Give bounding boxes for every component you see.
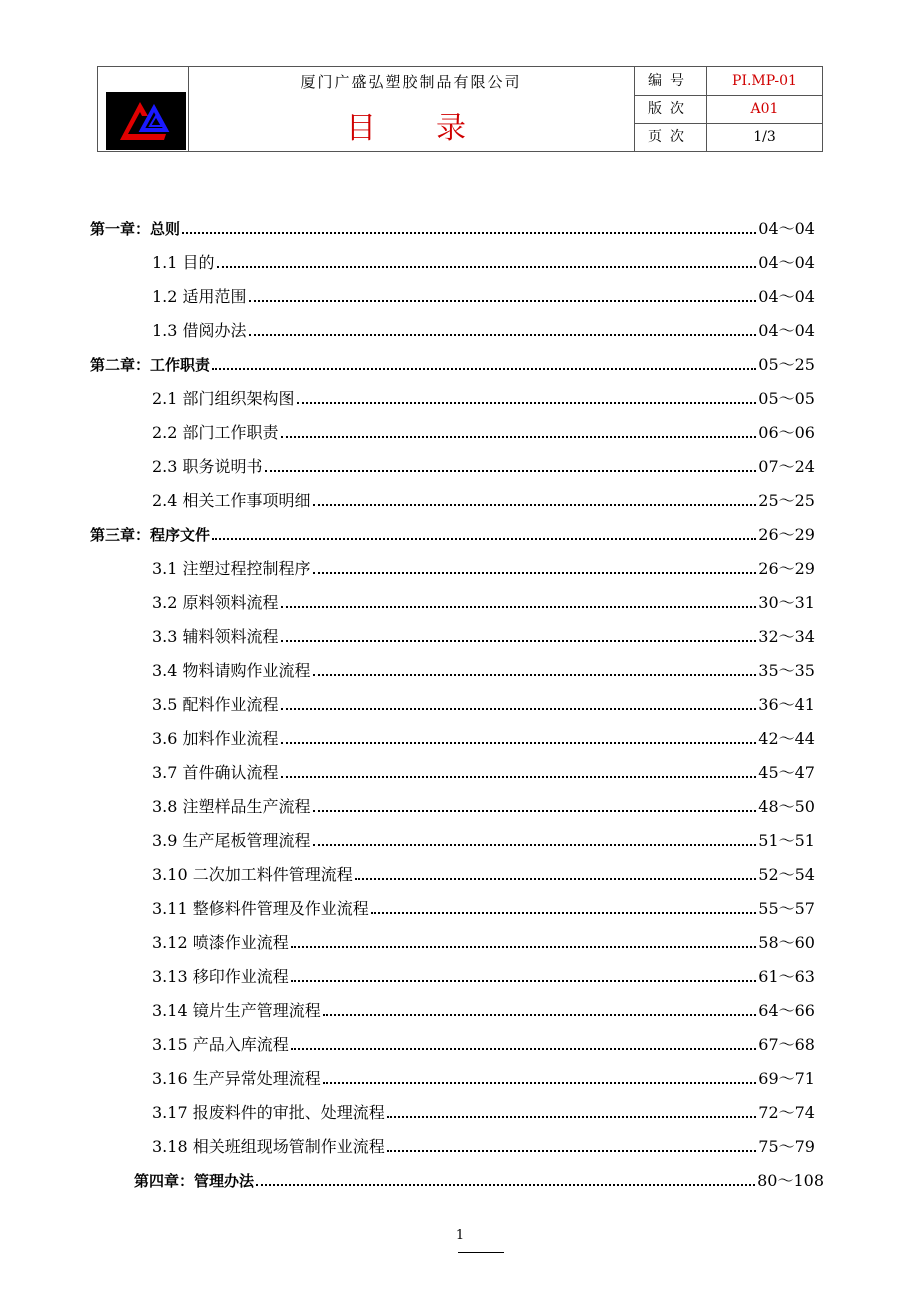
toc-page-range: 32～34: [758, 627, 815, 646]
toc-chapter-row[interactable]: [90, 205, 815, 239]
toc-page-range: 04～04: [758, 253, 815, 272]
toc-entry-label: 第四章：管理办法: [134, 1172, 255, 1190]
toc-entry-label: 1.1 目的: [152, 253, 215, 272]
toc-section-row[interactable]: [152, 1089, 815, 1123]
toc-page-range: 07～24: [758, 457, 815, 476]
toc-leader-dots: [212, 367, 756, 370]
toc-leader-dots: [249, 333, 757, 336]
toc-page-range: 36～41: [758, 695, 815, 714]
toc-page-range: 05～05: [758, 389, 815, 408]
toc-entry-label: 2.2 部门工作职责: [152, 423, 279, 442]
toc-page-range: 25～25: [758, 491, 815, 510]
toc-section-row[interactable]: [152, 681, 815, 715]
toc-leader-dots: [355, 877, 757, 880]
toc-entry-label: 3.15 产品入库流程: [152, 1035, 289, 1054]
toc-section-row[interactable]: [152, 919, 815, 953]
toc-entry-label: 3.1 注塑过程控制程序: [152, 559, 311, 578]
toc-entry-label: 1.2 适用范围: [152, 287, 247, 306]
toc-page-range: 72～74: [758, 1103, 815, 1122]
toc-leader-dots: [291, 945, 757, 948]
toc-entry-label: 2.4 相关工作事项明细: [152, 491, 311, 510]
toc-leader-dots: [313, 571, 757, 574]
toc-leader-dots: [256, 1183, 755, 1186]
toc-entry-label: 3.14 镜片生产管理流程: [152, 1001, 321, 1020]
meta-label-page: 页次: [634, 123, 707, 151]
toc-leader-dots: [249, 299, 757, 302]
toc-page-range: 52～54: [758, 865, 815, 884]
toc-entry-label: 3.8 注塑样品生产流程: [152, 797, 311, 816]
company-logo: [106, 92, 186, 150]
toc-entry-label: 3.18 相关班组现场管制作业流程: [152, 1137, 385, 1156]
toc-entry-label: 3.7 首件确认流程: [152, 763, 279, 782]
toc-section-row[interactable]: [152, 885, 815, 919]
toc-section-row[interactable]: [152, 817, 815, 851]
toc-leader-dots: [313, 673, 757, 676]
toc-chapter-row[interactable]: [134, 1157, 824, 1191]
toc-section-row[interactable]: [152, 953, 815, 987]
meta-row-version: [634, 95, 822, 124]
logo-cell: [98, 67, 189, 151]
toc-section-row[interactable]: [152, 715, 815, 749]
toc-page-range: 35～35: [758, 661, 815, 680]
toc-leader-dots: [212, 537, 756, 540]
toc-leader-dots: [217, 265, 757, 268]
toc-section-row[interactable]: [152, 1055, 815, 1089]
toc-leader-dots: [281, 775, 757, 778]
toc-entry-label: 2.3 职务说明书: [152, 457, 263, 476]
toc-entry-label: 3.3 辅料领料流程: [152, 627, 279, 646]
toc-leader-dots: [281, 605, 757, 608]
toc-page-range: 04～04: [758, 321, 815, 340]
meta-row-number: [634, 67, 822, 96]
toc-leader-dots: [281, 435, 757, 438]
meta-value-version: A01: [750, 101, 779, 117]
meta-label-number: 编号: [634, 67, 707, 95]
toc-leader-dots: [281, 639, 757, 642]
toc-leader-dots: [291, 979, 757, 982]
toc-section-row[interactable]: [152, 307, 815, 341]
meta-value-page: 1/3: [753, 129, 776, 145]
toc-entry-label: 3.2 原料领料流程: [152, 593, 279, 612]
toc-page-range: 26～29: [758, 559, 815, 578]
toc-page-range: 48～50: [758, 797, 815, 816]
toc-section-row[interactable]: [152, 273, 815, 307]
toc-entry-label: 3.12 喷漆作业流程: [152, 933, 289, 952]
toc-leader-dots: [281, 741, 757, 744]
toc-leader-dots: [313, 843, 757, 846]
toc-leader-dots: [313, 503, 757, 506]
toc-page-range: 67～68: [758, 1035, 815, 1054]
toc-page-range: 58～60: [758, 933, 815, 952]
toc-section-row[interactable]: [152, 647, 815, 681]
toc-entry-label: 3.9 生产尾板管理流程: [152, 831, 311, 850]
toc-leader-dots: [265, 469, 757, 472]
toc-section-row[interactable]: [152, 375, 815, 409]
toc-entry-label: 2.1 部门组织架构图: [152, 389, 295, 408]
toc-section-row[interactable]: [152, 1123, 815, 1157]
toc-entry-label: 第一章：总则: [90, 220, 181, 238]
toc-section-row[interactable]: [152, 613, 815, 647]
toc-page-range: 61～63: [758, 967, 815, 986]
toc-page-range: 42～44: [758, 729, 815, 748]
toc-entry-label: 1.3 借阅办法: [152, 321, 247, 340]
toc-leader-dots: [371, 911, 757, 914]
toc-page-range: 04～04: [758, 219, 815, 238]
toc-leader-dots: [323, 1013, 757, 1016]
meta-label-version: 版次: [634, 95, 707, 123]
toc-section-row[interactable]: [152, 579, 815, 613]
company-name: 厦门广盛弘塑胶制品有限公司: [300, 73, 522, 91]
toc-entry-label: 3.16 生产异常处理流程: [152, 1069, 321, 1088]
title-cell: [188, 67, 635, 151]
meta-row-page: [634, 123, 822, 151]
toc-leader-dots: [291, 1047, 757, 1050]
document-title: 目录: [346, 111, 526, 146]
footer-underline: [458, 1252, 504, 1253]
toc-entry-label: 3.6 加料作业流程: [152, 729, 279, 748]
toc-entry-label: 3.5 配料作业流程: [152, 695, 279, 714]
toc-section-row[interactable]: [152, 783, 815, 817]
toc-entry-label: 第二章：工作职责: [90, 356, 211, 374]
toc-page-range: 06～06: [758, 423, 815, 442]
toc-section-row[interactable]: [152, 477, 815, 511]
toc-entry-label: 3.10 二次加工料件管理流程: [152, 865, 353, 884]
toc-section-row[interactable]: [152, 987, 815, 1021]
toc-section-row[interactable]: [152, 239, 815, 273]
toc-page-range: 45～47: [758, 763, 815, 782]
toc-entry-label: 3.17 报废料件的审批、处理流程: [152, 1103, 385, 1122]
toc-section-row[interactable]: [152, 545, 815, 579]
toc-leader-dots: [323, 1081, 757, 1084]
toc-entry-label: 3.4 物料请购作业流程: [152, 661, 311, 680]
toc-leader-dots: [281, 707, 757, 710]
toc-chapter-row[interactable]: [90, 341, 815, 375]
toc-page-range: 30～31: [758, 593, 815, 612]
page-number: 1: [455, 1228, 465, 1243]
toc-leader-dots: [387, 1149, 757, 1152]
document-header: [97, 66, 823, 152]
toc-section-row[interactable]: [152, 749, 815, 783]
toc-page-range: 64～66: [758, 1001, 815, 1020]
toc-leader-dots: [297, 401, 757, 404]
toc-chapter-row[interactable]: [90, 511, 815, 545]
toc-entry-label: 3.11 整修料件管理及作业流程: [152, 899, 369, 918]
toc-entry-label: 3.13 移印作业流程: [152, 967, 289, 986]
toc-page-range: 69～71: [758, 1069, 815, 1088]
meta-value-number: PI.MP-01: [732, 73, 797, 89]
toc-section-row[interactable]: [152, 443, 815, 477]
toc-page-range: 51～51: [758, 831, 815, 850]
toc-page-range: 26～29: [758, 525, 815, 544]
toc-section-row[interactable]: [152, 409, 815, 443]
toc-section-row[interactable]: [152, 851, 815, 885]
toc-leader-dots: [387, 1115, 757, 1118]
toc-leader-dots: [182, 231, 756, 234]
toc-section-row[interactable]: [152, 1021, 815, 1055]
toc-page-range: 75～79: [758, 1137, 815, 1156]
toc-page-range: 55～57: [758, 899, 815, 918]
toc-page-range: 80～108: [757, 1171, 824, 1190]
toc-page-range: 04～04: [758, 287, 815, 306]
toc-page-range: 05～25: [758, 355, 815, 374]
toc-entry-label: 第三章：程序文件: [90, 526, 211, 544]
toc-leader-dots: [313, 809, 757, 812]
